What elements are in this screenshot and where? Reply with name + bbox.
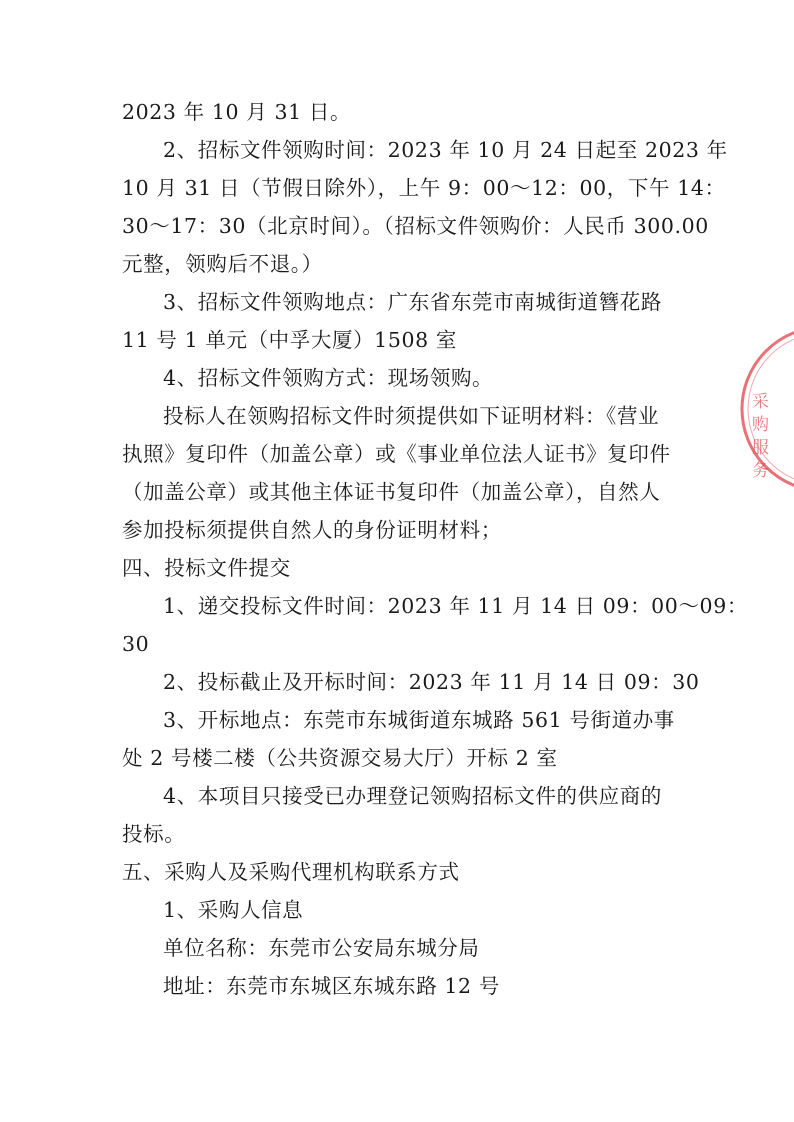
text-line: 投标人在领购招标文件时须提供如下证明材料：《营业 <box>163 404 660 428</box>
text-line: 3、开标地点：东莞市东城街道东城路 561 号街道办事 <box>163 708 675 732</box>
svg-text:采购服务: 采购服务 <box>748 392 768 484</box>
text-line: 30～17：30（北京时间）。（招标文件领购价：人民币 300.00 <box>122 214 709 238</box>
text-line: 11 号 1 单元（中孚大厦）1508 室 <box>122 328 457 352</box>
text-line: （加盖公章）或其他主体证书复印件（加盖公章），自然人 <box>122 480 661 504</box>
text-line: 1、递交投标文件时间：2023 年 11 月 14 日 09：00～09： <box>163 594 748 618</box>
text-line: 30 <box>122 632 150 656</box>
section-heading: 四、投标文件提交 <box>122 556 291 580</box>
text-line: 投标。 <box>122 822 186 846</box>
section-heading: 五、采购人及采购代理机构联系方式 <box>122 860 460 884</box>
text-line: 单位名称：东莞市公安局东城分局 <box>163 936 480 960</box>
text-line: 处 2 号楼二楼（公共资源交易大厅）开标 2 室 <box>122 746 558 770</box>
text-line: 参加投标须提供自然人的身份证明材料； <box>122 518 502 542</box>
text-line: 10 月 31 日（节假日除外），上午 9：00～12：00，下午 14： <box>122 176 726 200</box>
text-line: 3、招标文件领购地点：广东省东莞市南城街道簪花路 <box>163 290 662 314</box>
text-line: 地址：东莞市东城区东城东路 12 号 <box>163 974 500 998</box>
text-line: 元整，领购后不退。） <box>122 252 323 276</box>
seal-graphic <box>728 322 794 496</box>
text-line: 1、采购人信息 <box>163 898 304 922</box>
text-line: 执照》复印件（加盖公章）或《事业单位法人证书》复印件 <box>122 442 671 466</box>
text-line: 2023 年 10 月 31 日。 <box>122 100 352 124</box>
text-line: 4、招标文件领购方式：现场领购。 <box>163 366 494 390</box>
text-line: 4、本项目只接受已办理登记领购招标文件的供应商的 <box>163 784 662 808</box>
text-line: 2、投标截止及开标时间：2023 年 11 月 14 日 09：30 <box>163 670 700 694</box>
text-line: 2、招标文件领购时间：2023 年 10 月 24 日起至 2023 年 <box>163 138 728 162</box>
red-seal-stamp <box>728 322 794 496</box>
